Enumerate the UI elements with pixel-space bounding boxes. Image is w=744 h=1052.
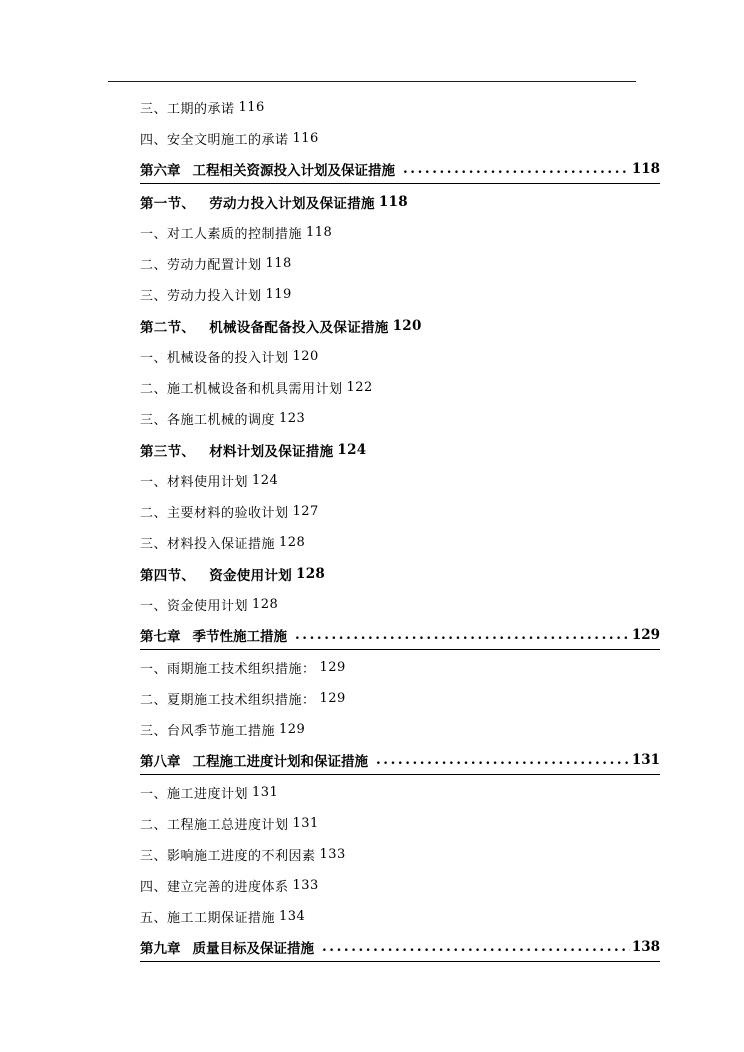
toc-item-entry[interactable] [140,341,660,372]
toc-entry-label: 三、各施工机械的调度 [140,413,276,428]
toc-entry-label: 二、工程施工总进度计划 [140,818,289,833]
toc-page-number: 123 [279,411,306,426]
toc-entry-title: 季节性施工措施 [192,628,287,645]
dot-leader [403,161,630,177]
toc-entry-label: 三、影响施工进度的不利因素 [140,849,316,864]
dot-leader [295,627,630,643]
toc-page-number: 131 [252,785,279,800]
toc-page-number: 120 [292,349,319,364]
toc-section-entry[interactable] [140,434,660,465]
toc-page-number: 122 [346,380,373,395]
toc-section-entry[interactable] [140,310,660,341]
toc-item-entry[interactable] [140,465,660,496]
toc-entry-label: 第四节、 [140,567,196,584]
toc-entry-label: 一、资金使用计划 [140,599,249,614]
toc-item-entry[interactable] [140,870,660,901]
toc-page-number: 124 [337,441,367,458]
toc-entry-title: 机械设备配备投入及保证措施 [209,319,389,336]
toc-page-number: 134 [279,909,306,924]
toc-page-number: 128 [252,597,279,612]
toc-entry-title: 工程相关资源投入计划及保证措施 [192,162,395,179]
toc-chapter-entry[interactable] [140,745,660,775]
toc-page-number: 129 [279,722,306,737]
toc-item-entry[interactable] [140,808,660,839]
toc-section-entry[interactable] [140,558,660,589]
toc-item-entry[interactable] [140,527,660,558]
toc-entry-title: 工程施工进度计划和保证措施 [192,753,368,770]
toc-entry-label: 第八章 [140,753,181,770]
toc-entry-label: 四、安全文明施工的承诺 [140,133,289,148]
toc-item-entry[interactable] [140,683,660,714]
toc-item-entry[interactable] [140,279,660,310]
toc-page-number: 116 [238,100,265,115]
toc-item-entry[interactable] [140,372,660,403]
toc-page-number: 128 [279,535,306,550]
toc-page-number: 129 [319,660,346,675]
header-rule [108,81,636,82]
toc-entry-label: 第三节、 [140,443,196,460]
toc-page-number: 118 [631,160,660,177]
toc-item-entry[interactable] [140,901,660,932]
toc-item-entry[interactable] [140,652,660,683]
toc-entry-label: 第二节、 [140,319,196,336]
toc-entry-label: 一、对工人素质的控制措施 [140,227,303,242]
toc-entry-label: 第九章 [140,940,181,957]
dot-leader [376,752,630,768]
toc-chapter-entry[interactable] [140,932,660,962]
toc-entry-label: 三、台风季节施工措施 [140,724,276,739]
toc-item-entry[interactable] [140,589,660,620]
toc-page-number: 131 [631,751,660,768]
table-of-contents [140,92,660,964]
toc-page-number: 119 [265,287,292,302]
toc-page-number: 128 [296,565,326,582]
toc-page-number: 129 [631,626,660,643]
toc-entry-label: 第六章 [140,162,181,179]
dot-leader [322,939,630,955]
toc-page-number: 120 [392,317,422,334]
toc-entry-label: 二、施工机械设备和机具需用计划 [140,382,343,397]
toc-chapter-entry[interactable] [140,154,660,184]
toc-item-entry[interactable] [140,92,660,123]
toc-entry-label: 一、材料使用计划 [140,475,249,490]
toc-page-number: 124 [252,473,279,488]
toc-page-number: 118 [265,256,292,271]
toc-entry-label: 四、建立完善的进度体系 [140,880,289,895]
toc-entry-label: 三、劳动力投入计划 [140,289,262,304]
toc-item-entry[interactable] [140,403,660,434]
toc-item-entry[interactable] [140,248,660,279]
toc-page-number: 133 [292,878,319,893]
toc-page-number: 118 [378,193,408,210]
toc-item-entry[interactable] [140,123,660,154]
toc-item-entry[interactable] [140,777,660,808]
toc-entry-label: 二、劳动力配置计划 [140,258,262,273]
toc-entry-label: 一、机械设备的投入计划 [140,351,289,366]
toc-entry-title: 材料计划及保证措施 [209,443,334,460]
toc-entry-title: 质量目标及保证措施 [192,940,314,957]
toc-entry-label: 五、施工工期保证措施 [140,911,276,926]
toc-item-entry[interactable] [140,496,660,527]
toc-entry-label: 二、主要材料的验收计划 [140,506,289,521]
toc-page-number: 138 [631,938,660,955]
toc-item-entry[interactable] [140,217,660,248]
toc-section-entry[interactable] [140,186,660,217]
toc-item-entry[interactable] [140,839,660,870]
toc-item-entry[interactable] [140,714,660,745]
toc-entry-label: 第七章 [140,628,181,645]
toc-entry-title: 劳动力投入计划及保证措施 [209,195,375,212]
toc-page-number: 127 [292,504,319,519]
toc-entry-label: 一、施工进度计划 [140,787,249,802]
toc-entry-label: 第一节、 [140,195,196,212]
toc-page-number: 133 [319,847,346,862]
toc-entry-label: 一、雨期施工技术组织措施： [140,662,316,677]
toc-entry-label: 二、夏期施工技术组织措施： [140,693,316,708]
toc-page-number: 116 [292,131,319,146]
toc-entry-label: 三、工期的承诺 [140,102,235,117]
toc-entry-label: 三、材料投入保证措施 [140,537,276,552]
toc-page-number: 118 [306,225,333,240]
toc-entry-title: 资金使用计划 [209,567,293,584]
toc-page-number: 131 [292,816,319,831]
toc-page-number: 129 [319,691,346,706]
toc-chapter-entry[interactable] [140,620,660,650]
